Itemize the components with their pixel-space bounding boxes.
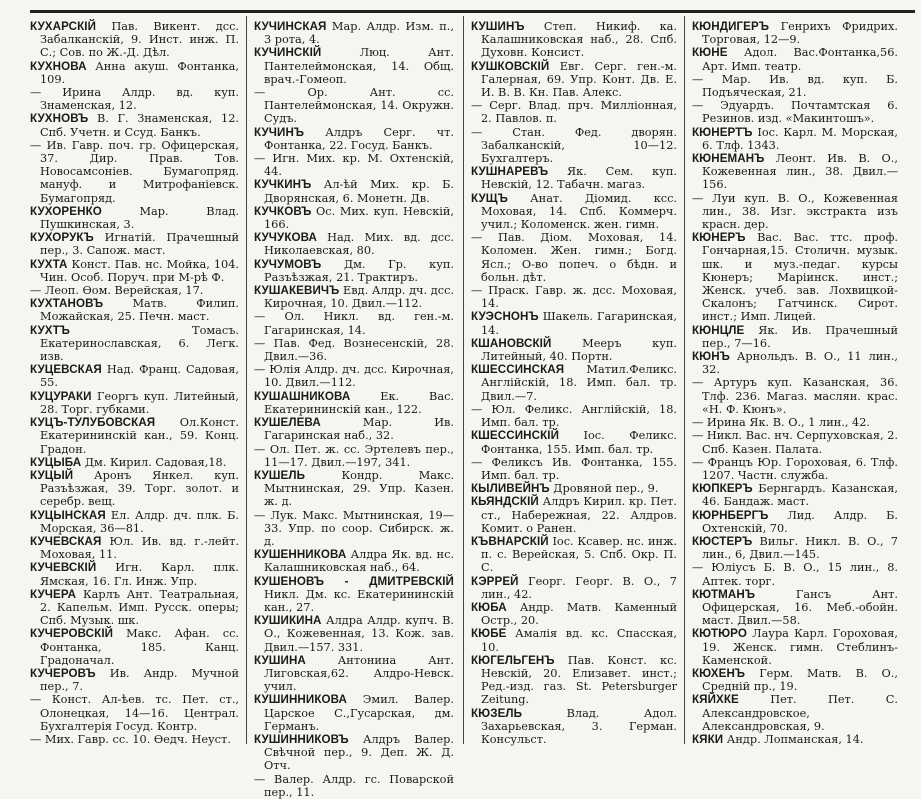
entry-surname: КЫЛИВЕЙНЪ <box>471 482 550 496</box>
directory-entry <box>30 324 239 364</box>
entry-surname: КУЧУМОВЪ <box>254 257 322 271</box>
entry-details: — Валер. Алдр. гс. Поварской пер., 11. <box>254 772 454 799</box>
entry-details: Пав. Викент. дсс. Забалканскій, 9. Инст. инж. П. С.; Сов. по Ж.-Д. Дѣл. <box>40 20 239 60</box>
entry-surname: КУЧИНЪ <box>254 125 305 139</box>
directory-entry <box>30 112 239 138</box>
directory-entry <box>692 535 898 561</box>
directory-column-3 <box>471 20 677 744</box>
entry-details: — Пав. Фед. Вознесенскій, 28. Двил.—36. <box>254 336 454 364</box>
entry-surname: КУХАРСКІЙ <box>30 20 97 33</box>
entry-details: — Эдуардъ. Почтамтская 6. Резинов. изд. «Макинтошъ». <box>692 99 898 126</box>
entry-details: Игн. Карл. плк. Ямская, 16. Гл. Инж. Упр. <box>40 561 239 588</box>
entry-surname: КУЧЕРА <box>30 587 77 601</box>
entry-details: Гансъ Ант. Офицерская, 16. Меб.-обойн. маст. Двил.—58. <box>702 587 898 628</box>
entry-details: — Никл. Вас. нч. Серпуховская, 2. Спб. Казен. Палата. <box>692 429 898 456</box>
directory-entry <box>471 60 677 100</box>
directory-entry <box>471 363 677 403</box>
entry-surname: КУХТА <box>30 257 68 271</box>
directory-entry <box>471 403 677 429</box>
directory-entry <box>471 165 677 191</box>
entry-details: — Серг. Влад. прч. Милліонная, 2. Павлов. п. <box>471 99 677 126</box>
directory-entry <box>692 20 898 46</box>
entry-surname: КУЧИНСКАЯ <box>254 20 327 33</box>
entry-surname: КУШАКЕВИЧЪ <box>254 284 340 298</box>
entry-details: Макс. Афан. сс. Фонтанка, 185. Канц. Градоначал. <box>40 627 239 667</box>
entry-surname: КУХНОВА <box>30 59 87 73</box>
entry-details: Генрихъ Фридрих. Торговая, 12—9. <box>702 20 898 47</box>
directory-entry <box>692 627 898 667</box>
directory-entry <box>254 773 454 799</box>
directory-entry <box>30 693 239 733</box>
directory-entry <box>471 99 677 125</box>
entry-details: — Ол. Пет. ж. сс. Эртелевъ пер., 11—17. Двил.—197, 341. <box>254 442 454 469</box>
entry-surname: КУШЕЛЕВА <box>254 416 321 430</box>
entry-surname: КЬЯНДСКІЙ <box>471 495 539 509</box>
entry-surname: КЮТМАНЪ <box>692 587 756 601</box>
entry-surname: КУШЕННИКОВА <box>254 548 347 562</box>
entry-surname: КУЧЕРОВЪ <box>30 666 96 680</box>
entry-details: Адол. Вас.Фонтанка,56. Арт. Имп. театр. <box>702 46 898 73</box>
entry-details: Евг. Серг. ген.-м. Галерная, 69. Упр. Конт. Дв. Е. И. В. В. Кн. Пав. Алекс. <box>481 59 677 100</box>
entry-details: Мар. Алдр. Изм. п., 3 рота, 4. <box>264 20 454 47</box>
entry-details: Іос. Феликс. Фонтанка, 155. Имп. бал. тр. <box>481 429 677 456</box>
entry-details: Шакель. Гагаринская, 14. <box>481 310 677 337</box>
entry-details: — Францъ Юр. Гороховая, 6. Тлф. 1207. Частн. служба. <box>692 455 898 482</box>
entry-surname: КЮБЕ <box>471 627 507 641</box>
entry-surname: КУХТАНОВЪ <box>30 297 104 311</box>
entry-details: Пет. Пет. С. Александровское, Александровская, 9. <box>702 693 898 733</box>
directory-entry <box>254 693 454 733</box>
directory-entry <box>254 310 454 336</box>
entry-details: — Феликсъ Ив. Фонтанка, 155. Имп. бал. тр. <box>471 455 677 482</box>
entry-surname: КЪВНАРСКІЙ <box>471 534 549 548</box>
entry-details: Дм. Гр. куп. Разъѣзжая, 21. Трактиръ. <box>264 257 454 284</box>
directory-entry <box>692 456 898 482</box>
entry-surname: КУЩЪ <box>471 191 508 205</box>
entry-surname: КУШИННИКОВА <box>254 693 348 707</box>
column-divider <box>463 16 464 744</box>
entry-details: Матв. Филип. Можайская, 25. Печн. маст. <box>40 297 239 324</box>
entry-surname: КУХОРЕНКО <box>30 204 102 218</box>
directory-entry <box>30 205 239 231</box>
directory-entry <box>30 60 239 86</box>
entry-details: Карлъ Ант. Театральная, 2. Капельм. Имп. Русск. оперы; Спб. Музык. шк. <box>40 587 239 628</box>
entry-surname: КУШИНЪ <box>471 20 525 33</box>
directory-entry <box>692 126 898 152</box>
directory-entry <box>30 588 239 628</box>
entry-details: Мар. Влад. Пушкинская, 3. <box>40 204 239 232</box>
directory-entry <box>254 126 454 152</box>
directory-entry <box>254 152 454 178</box>
directory-entry <box>471 482 677 495</box>
directory-entry <box>471 20 677 60</box>
entry-details: Кондр. Макс. Мытнинская, 29. Упр. Казен. ж. д. <box>264 468 454 509</box>
directory-entry <box>692 192 898 232</box>
entry-surname: КЮНДИГЕРЪ <box>692 20 770 33</box>
entry-details: Вас. Вас. ттс. проф. Гончарная,15. Столичн. музык. шк. и муз.-педаг. курсы Кюнеръ; Маріинск. инст.; Женск. учеб. зав. Лохвицкой-Скалонъ; Гатчинск. Сирот. инст.; Имп. Лицей. <box>702 231 898 324</box>
entry-details: Влад. Адол. Захарьевская, 3. Герман. Консульст. <box>481 706 677 746</box>
directory-entry <box>471 310 677 336</box>
entry-surname: КУЦЫЙ <box>30 468 74 482</box>
directory-entry <box>30 20 239 60</box>
entry-surname: КУЦЫНСКАЯ <box>30 508 106 522</box>
directory-entry <box>254 178 454 204</box>
entry-details: — Ирина Алдр. вд. куп. Знаменская, 12. <box>30 86 239 113</box>
entry-details: Амалія вд. кс. Спасская, 10. <box>481 627 677 654</box>
entry-surname: КЮНЦЛЕ <box>692 323 745 337</box>
entry-details: — Игн. Мих. кр. М. Охтенскій, 44. <box>254 152 454 179</box>
entry-details: Анна акуш. Фонтанка, 109. <box>40 59 239 86</box>
entry-details: Антонина Ант. Лиговская,62. Алдро-Невск. учил. <box>264 653 454 694</box>
entry-surname: КЮГЕЛЬГЕНЪ <box>471 653 555 667</box>
entry-surname: КУЧЕВСКАЯ <box>30 534 102 548</box>
directory-entry <box>30 390 239 416</box>
entry-details: Алдра Алдр. купч. В. О., Кожевенная, 13. Кож. зав. Двил.—157. 331. <box>264 614 454 654</box>
directory-entry <box>692 324 898 350</box>
entry-details: Аронъ Янкел. куп. Разъѣзжая, 39. Торг. золот. и серебр. вещ. <box>40 468 239 509</box>
entry-details: — Ирина Як. В. О., 1 лин., 42. <box>692 416 870 430</box>
entry-details: — Ор. Ант. сс. Пантелеймонская, 14. Окружн. Судъ. <box>254 86 454 126</box>
entry-surname: КЮРНБЕРГЪ <box>692 508 769 522</box>
entry-surname: КУЧКОВЪ <box>254 204 312 218</box>
directory-entry <box>692 99 898 125</box>
directory-entry <box>692 561 898 587</box>
entry-details: Арнольдъ. В. О., 11 лин., 32. <box>702 350 898 377</box>
directory-entry <box>254 654 454 694</box>
entry-details: — Юлія Алдр. дч. дсс. Кирочная, 10. Двил.—112. <box>254 363 454 390</box>
entry-details: Томасъ. Екатеринославская, 6. Легк. изв. <box>40 323 239 364</box>
directory-entry <box>254 614 454 654</box>
entry-details: Конст. Пав. нс. Мойка, 104. Чин. Особ. Поруч. при М-рѣ Ф. <box>40 257 239 284</box>
directory-entry <box>692 46 898 72</box>
entry-surname: КУШКОВСКІЙ <box>471 59 550 73</box>
directory-entry <box>30 258 239 284</box>
entry-details: Лид. Алдр. Б. Охтенскій, 70. <box>702 508 898 535</box>
directory-entry <box>254 390 454 416</box>
directory-entry <box>254 733 454 773</box>
directory-entry <box>471 654 677 707</box>
directory-entry <box>30 561 239 587</box>
directory-entry <box>30 733 239 746</box>
directory-entry <box>471 284 677 310</box>
directory-entry <box>254 258 454 284</box>
directory-entry <box>692 693 898 733</box>
directory-entry <box>254 575 454 615</box>
entry-surname: КЮБА <box>471 600 507 614</box>
directory-entry <box>30 627 239 667</box>
directory-entry <box>30 667 239 693</box>
entry-details: — Ив. Гавр. поч. гр. Офицерская, 37. Дир. Прав. Тов. Новосамсоніев. Бумагопряд. мануф. и Митрофаніевск. Бумагопряд. <box>30 138 239 205</box>
directory-entry <box>471 707 677 747</box>
entry-surname: КУЦЕВСКАЯ <box>30 363 102 377</box>
entry-details: Мееръ куп. Литейный, 40. Портн. <box>481 336 677 364</box>
directory-entry <box>692 429 898 455</box>
directory-entry <box>254 86 454 126</box>
entry-details: Андр. Лопманская, 14. <box>723 732 864 746</box>
entry-surname: КШЕССИНСКІЙ <box>471 429 560 443</box>
directory-entry <box>254 548 454 574</box>
entry-details: Ал-ѣй Мих. кр. Б. Дворянская, 6. Монетн. Дв. <box>264 178 454 205</box>
entry-surname: КЮНЕРТЪ <box>692 125 753 139</box>
entry-details: Мар. Ив. Гагаринская наб., 32. <box>264 416 454 443</box>
entry-surname: КУЧЕРОВСКІЙ <box>30 627 114 641</box>
entry-details: Над. Мих. вд. дсс. Николаевская, 80. <box>264 231 454 258</box>
directory-entry <box>30 284 239 297</box>
entry-details: Алдръ Серг. чт. Фонтанка, 22. Госуд. Банкъ. <box>264 125 454 152</box>
directory-entry <box>692 509 898 535</box>
directory-entry <box>471 192 677 232</box>
entry-surname: КЯЙХКЕ <box>692 693 739 707</box>
entry-details: Герм. Матв. В. О., Средній пр., 19. <box>702 666 898 694</box>
entry-details: Алдръ Кирил. кр. Пет. ст., Набережная, 22. Алдров. Комит. о Ранен. <box>481 495 677 535</box>
directory-entry <box>254 363 454 389</box>
entry-surname: КУЧИНСКІЙ <box>254 46 322 60</box>
entry-surname: КУШЕЛЬ <box>254 468 306 482</box>
entry-details: Ол.Конст. Екатерининскій кан., 59. Конц. Градон. <box>40 416 239 456</box>
entry-surname: КЮСТЕРЪ <box>692 534 753 548</box>
entry-surname: КЭРРЕЙ <box>471 574 519 588</box>
directory-entry <box>692 416 898 429</box>
entry-surname: КЮХЕНЪ <box>692 666 746 680</box>
entry-surname: КЮНЪ <box>692 350 730 364</box>
directory-entry <box>692 152 898 192</box>
entry-details: Дровяной пер., 9. <box>549 482 659 496</box>
directory-entry <box>30 509 239 535</box>
entry-surname: КУЧЕВСКІЙ <box>30 561 97 575</box>
entry-surname: КУШНАРЕВЪ <box>471 165 549 179</box>
entry-surname: КУЭСНОНЪ <box>471 310 539 324</box>
directory-entry <box>30 363 239 389</box>
directory-entry <box>692 73 898 99</box>
entry-details: — Артуръ куп. Казанская, 36. Тлф. 236. Магаз. маслян. крас. «Н. Ф. Кюнъ». <box>692 376 898 416</box>
directory-entry <box>471 456 677 482</box>
directory-entry <box>254 443 454 469</box>
entry-surname: КЮНЕМАНЪ <box>692 152 765 166</box>
entry-details: В. Г. Знаменская, 12. Спб. Учетн. и Ссуд. Банкъ. <box>40 112 239 139</box>
entry-details: Як. Ив. Прачешный пер., 7—16. <box>702 323 898 350</box>
entry-details: — Леоп. Өом. Верейская, 17. <box>30 284 204 298</box>
directory-entry <box>254 469 454 509</box>
entry-details: Як. Сем. куп. Невскій, 12. Табачн. магаз. <box>481 165 677 192</box>
entry-surname: КЮПКЕРЪ <box>692 482 753 496</box>
entry-surname: КУЧКИНЪ <box>254 178 312 192</box>
directory-entry <box>471 535 677 575</box>
entry-details: Анат. Діомид. ксс. Моховая, 14. Спб. Коммерч. учил.; Коломенск. жен. гимн. <box>481 191 677 232</box>
entry-details: Ек. Вас. Екатерининскій кан., 122. <box>264 389 454 416</box>
directory-entry <box>254 46 454 86</box>
entry-details: Ел. Алдр. дч. плк. Б. Морская, 36—81. <box>40 508 239 535</box>
entry-surname: КУШЕНОВЪ - ДМИТРЕВСКІЙ <box>254 574 454 588</box>
entry-details: Андр. Матв. Каменный Остр., 20. <box>481 600 677 628</box>
entry-details: Никл. Дм. кс. Екатерининскій кан., 27. <box>264 587 454 614</box>
entry-details: Игнатій. Прачешный пер., 3. Сапож. маст. <box>40 231 239 258</box>
directory-column-4 <box>692 20 898 744</box>
entry-details: Юл. Ив. вд. г.-лейт. Моховая, 11. <box>40 534 239 562</box>
directory-column-2 <box>254 20 454 799</box>
entry-details: — Мар. Ив. вд. куп. Б. Подъяческая, 21. <box>692 72 898 100</box>
entry-details: Дм. Кирил. Садовая,18. <box>81 455 227 469</box>
directory-entry <box>692 376 898 416</box>
entry-surname: КУЦЫБА <box>30 455 82 469</box>
column-divider <box>246 16 247 744</box>
directory-entry <box>254 416 454 442</box>
entry-details: Іос. Ксавер. нс. инж. п. с. Верейская, 5. Спб. Окр. П. С. <box>481 534 677 575</box>
directory-entry <box>471 601 677 627</box>
directory-entry <box>30 139 239 205</box>
directory-entry <box>692 588 898 628</box>
entry-details: Евд. Алдр. дч. дсс. Кирочная, 10. Двил.—112. <box>264 284 454 311</box>
entry-details: Лаура Карл. Гороховая, 19. Женск. гимн. Стеблинъ-Каменской. <box>702 627 898 667</box>
entry-surname: КУЧУКОВА <box>254 231 317 245</box>
entry-details: Ив. Андр. Мучной пер., 7. <box>40 666 239 694</box>
directory-entry <box>254 337 454 363</box>
entry-surname: КШЕССИНСКАЯ <box>471 363 565 377</box>
entry-details: Пав. Конст. кс. Невскій, 20. Елизавет. инст.; Ред.-изд. газ. St. Petersburger Zeitung. <box>481 653 677 707</box>
directory-entry <box>30 416 239 456</box>
directory-entry <box>30 456 239 469</box>
entry-details: Матил.Феликс. Англійскій, 18. Имп. бал. тр. Двил.—7. <box>481 363 677 403</box>
entry-surname: КУШИННИКОВЪ <box>254 732 349 746</box>
entry-details: Іос. Карл. М. Морская, 6. Тлф. 1343. <box>702 125 898 152</box>
entry-details: — Мих. Гавр. сс. 10. Ѳедч. Неуст. <box>30 732 231 746</box>
entry-details: Георг. Георг. В. О., 7 лин., 42. <box>481 574 677 601</box>
entry-surname: КЮНЕ <box>692 46 728 60</box>
directory-entry <box>254 231 454 257</box>
entry-surname: КУХНОВЪ <box>30 112 89 126</box>
directory-entry <box>30 535 239 561</box>
entry-surname: КШАНОВСКІЙ <box>471 336 552 350</box>
entry-details: Ос. Мих. куп. Невскій, 166. <box>264 204 454 232</box>
directory-entry <box>471 495 677 535</box>
entry-surname: КЮНЕРЪ <box>692 231 746 245</box>
entry-surname: КЯКИ <box>692 732 724 746</box>
entry-details: Над. Франц. Садовая, 55. <box>40 363 239 390</box>
entry-details: Алдра Як. вд. нс. Калашниковская наб., 64. <box>264 548 454 575</box>
directory-entry <box>30 469 239 509</box>
entry-details: — Праск. Гавр. ж. дсс. Моховая, 14. <box>471 284 677 311</box>
entry-details: Георгъ куп. Литейный, 28. Торг. губками. <box>40 389 239 416</box>
entry-details: — Пав. Діом. Моховая, 14. Коломен. Жен. гимн.; Богд. Ясл.; О-во попеч. о бѣдн. и больн. дѣт. <box>471 231 677 284</box>
entry-details: Бернгардъ. Казанская, 46. Бандаж. маст. <box>702 482 898 509</box>
entry-details: — Стан. Фед. дворян. Забалканскій, 10—12. Бухгалтеръ. <box>471 125 677 166</box>
directory-entry <box>30 297 239 323</box>
directory-entry <box>254 284 454 310</box>
entry-surname: КУШИНА <box>254 653 306 667</box>
entry-surname: КУЦУРАКИ <box>30 389 92 403</box>
directory-entry <box>254 205 454 231</box>
entry-surname: КУХОРУКЪ <box>30 231 94 245</box>
column-divider <box>684 16 685 744</box>
directory-entry <box>30 231 239 257</box>
entry-surname: КУЦЪ-ТУЛУБОВСКАЯ <box>30 416 156 430</box>
entry-details: Вильг. Никл. В. О., 7 лин., 6, Двил.—145. <box>702 534 898 562</box>
directory-entry <box>471 575 677 601</box>
entry-details: Эмил. Валер. Царское С.,Гусарская, дм. Германъ. <box>264 693 454 733</box>
entry-details: Алдръ Валер. Свѣчной пер., 9. Деп. Ж. Д. Отч. <box>264 732 454 773</box>
entry-surname: КУШИКИНА <box>254 614 322 628</box>
directory-entry <box>471 429 677 455</box>
directory-entry <box>30 86 239 112</box>
entry-surname: КУХТЪ <box>30 323 70 337</box>
entry-details: Леонт. Ив. В. О., Кожевенная лин., 38. Двил.—156. <box>702 152 898 192</box>
entry-details: — Лук. Макс. Мытнинская, 19—33. Упр. по соор. Сибирск. ж. д. <box>254 508 454 548</box>
entry-surname: КЮТЮРО <box>692 627 747 641</box>
directory-entry <box>254 20 454 46</box>
directory-entry <box>692 231 898 323</box>
directory-entry <box>692 350 898 376</box>
entry-details: Люц. Ант. Пантелеймонская, 14. Общ. врач.-Гомеоп. <box>264 46 454 86</box>
entry-details: — Луи куп. В. О., Кожевенная лин., 38. Изг. экстракта изъ красн. дер. <box>692 191 898 232</box>
entry-details: Степ. Никиф. ка. Калашниковская наб., 28. Спб. Духовн. Консист. <box>481 20 677 60</box>
entry-details: — Ол. Никл. вд. ген.-м. Гагаринская, 14. <box>254 310 454 337</box>
entry-details: — Юл. Феликс. Англійскій, 18. Имп. бал. тр. <box>471 402 677 430</box>
directory-entry <box>471 126 677 166</box>
entry-details: — Юліусъ Б. В. О., 15 лин., 8. Аптек. торг. <box>692 561 898 588</box>
directory-entry <box>692 482 898 508</box>
directory-entry <box>254 509 454 549</box>
entry-surname: КЮЗЕЛЬ <box>471 706 523 720</box>
directory-entry <box>471 627 677 653</box>
directory-entry <box>471 231 677 284</box>
directory-entry <box>692 667 898 693</box>
entry-details: — Конст. Ал-ѣев. тс. Пет. ст., Олонецкая, 14—16. Централ. Бухгалтерія Госуд. Контр. <box>30 693 239 733</box>
entry-surname: КУШАШНИКОВА <box>254 389 351 403</box>
directory-entry <box>471 337 677 363</box>
directory-column-1 <box>30 20 239 744</box>
top-rule <box>30 10 915 13</box>
directory-entry <box>692 733 898 746</box>
